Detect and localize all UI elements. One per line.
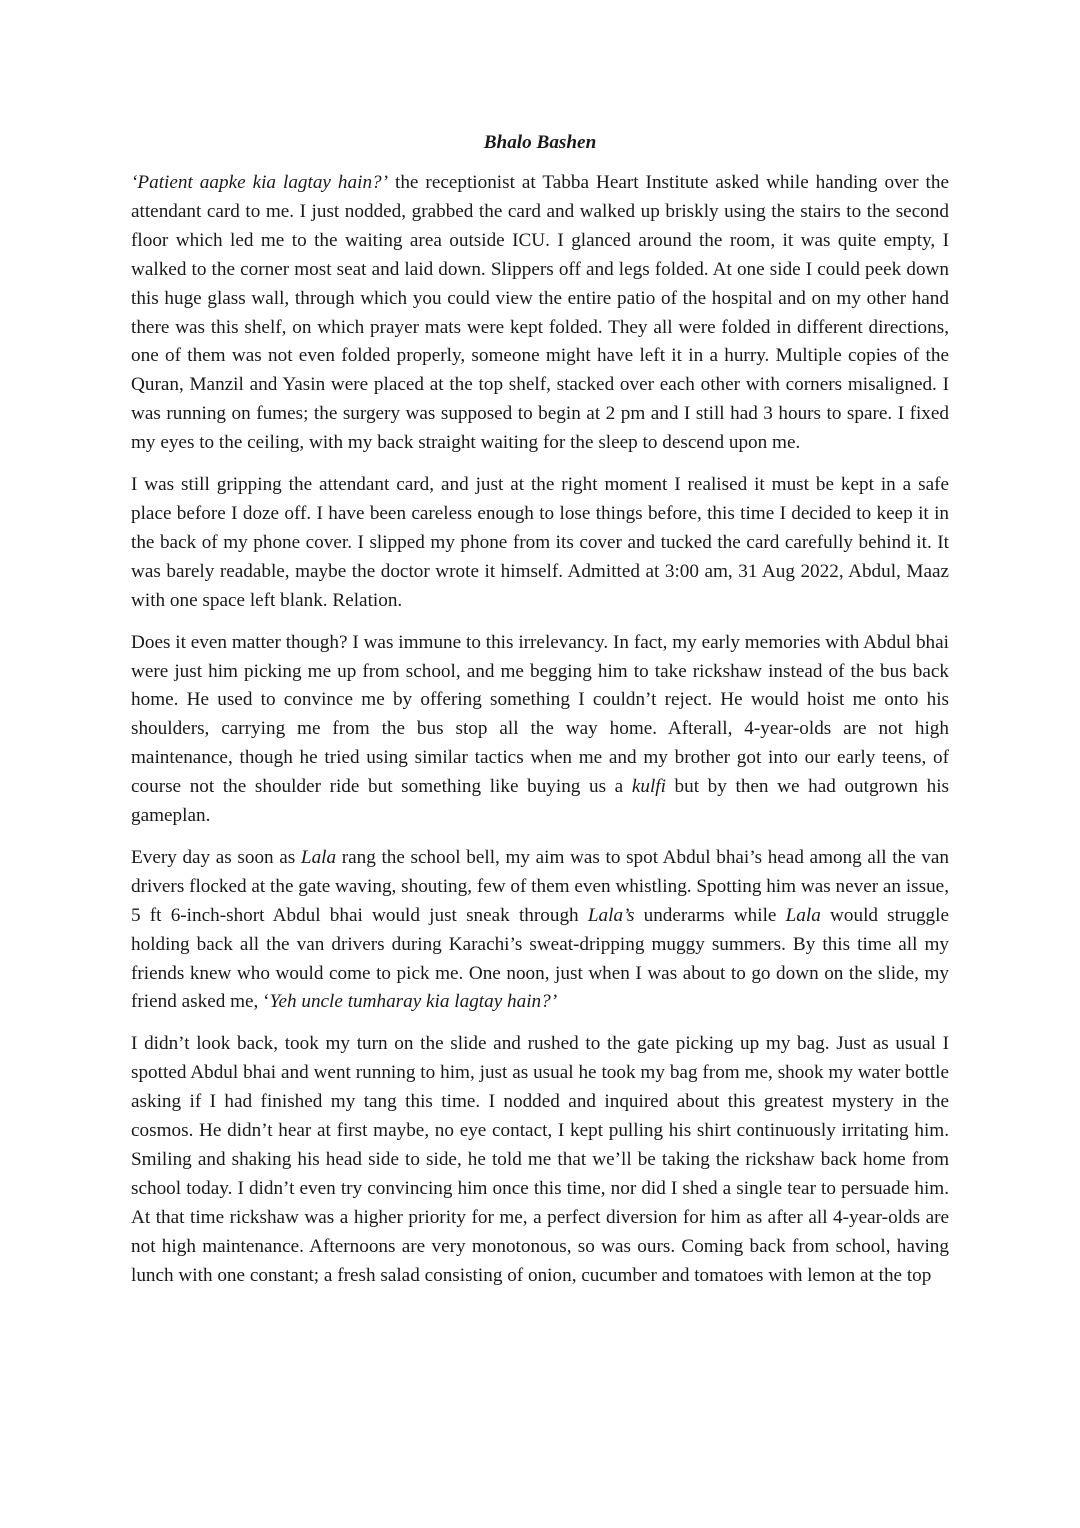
text-run: underarms while xyxy=(634,904,786,926)
italic-text-run: kulfi xyxy=(631,776,666,798)
text-run: rang the school bell, my aim was to spot Abdul bhai’s head among all the van drivers flocked at the gate waving, shouting, few of them even whistling. Spotting him was never an issue, 5 ft 6-inch-short Abdul bhai would just sneak through xyxy=(131,846,949,926)
italic-text-run: ‘Patient aapke kia lagtay hain?’ xyxy=(131,172,389,193)
text-run: I didn’t look back, took my turn on the slide and rushed to the gate picking up my bag. Just as usual I spotted Abdul bhai and went running to him, just as usual he took my bag from me, shook my water bottle asking if I had finished my tang this time. I nodded and inquired about this greatest mystery in the cosmos. He didn’t hear at first maybe, no eye contact, I kept pulling his shirt continuously irritating him. Smiling and shaking his head side to side, he told me that we’ll be taking the rickshaw back home from school today. I didn’t even try convincing him once this time, nor did I shed a single tear to persuade him. At that time rickshaw was a higher priority for me, a perfect diversion for him as after all 4-year-olds are not high maintenance. Afternoons are very monotonous, so was ours. Coming back from school, having lunch with one constant; a fresh salad consisting of onion, cucumber and tomatoes with lemon at the top xyxy=(131,1033,949,1286)
italic-text-run: Yeh uncle tumharay kia lagtay hain?’ xyxy=(269,991,558,1013)
italic-text-run: Lala xyxy=(300,846,337,868)
paragraph-list xyxy=(131,169,949,1291)
document-title: Bhalo Bashen xyxy=(483,132,597,153)
italic-text-run: Lala xyxy=(785,904,821,926)
text-run: the receptionist at Tabba Heart Institute asked while handing over the attendant card to me. I just nodded, grabbed the card and walked up briskly using the stairs to the second floor which led me to the waiting area outside ICU. I glanced around the room, it was quite empty, I walked to the corner most seat and laid down. Slippers off and legs folded. At one side I could peek down this huge glass wall, through which you could view the entire patio of the hospital and on my other hand there was this shelf, on which prayer mats were kept folded. They all were folded in different directions, one of them was not even folded properly, someone might have left it in a hurry. Multiple copies of the Quran, Manzil and Yasin were placed at the top shelf, stacked over each other with corners misaligned. I was running on fumes; the surgery was supposed to begin at 2 pm and I still had 3 hours to spare. I fixed my eyes to the ceiling, with my back straight waiting for the sleep to descend upon me. xyxy=(131,172,949,454)
paragraph xyxy=(131,844,949,1017)
document-body xyxy=(131,128,949,1304)
text-run: I was still gripping the attendant card, and just at the right moment I realised it must be kept in a safe place before I doze off. I have been careless enough to lose things before, this time I decided to keep it in the back of my phone cover. I slipped my phone from its cover and tucked the card carefully behind it. It was barely readable, maybe the doctor wrote it himself. Admitted at 3:00 am, 31 Aug 2022, Abdul, Maaz with one space left blank. Relation. xyxy=(131,474,949,611)
paragraph xyxy=(131,629,949,831)
paragraph xyxy=(131,1030,949,1290)
paragraph xyxy=(131,471,949,616)
paragraph xyxy=(131,169,949,458)
text-run: Does it even matter though? I was immune to this irrelevancy. In fact, my early memories with Abdul bhai were just him picking me up from school, and me begging him to take rickshaw instead of the bus back home. He used to convince me by offering something I couldn’t reject. He would hoist me onto his shoulders, carrying me from the bus stop all the way home. Afterall, 4-year-olds are not high maintenance, though he tried using similar tactics when me and my brother got into our early teens, of course not the shoulder ride but something like buying us a xyxy=(131,631,949,798)
italic-text-run: Lala’s xyxy=(587,904,635,926)
text-run: Every day as soon as xyxy=(131,846,301,868)
text-run: would struggle holding back all the van drivers during Karachi’s sweat-dripping muggy summers. By this time all my friends knew who would come to pick me. One noon, just when I was about to go down on the slide, my friend asked me, ‘ xyxy=(131,904,949,1013)
text-run: but by then we had outgrown his gameplan. xyxy=(131,776,949,827)
